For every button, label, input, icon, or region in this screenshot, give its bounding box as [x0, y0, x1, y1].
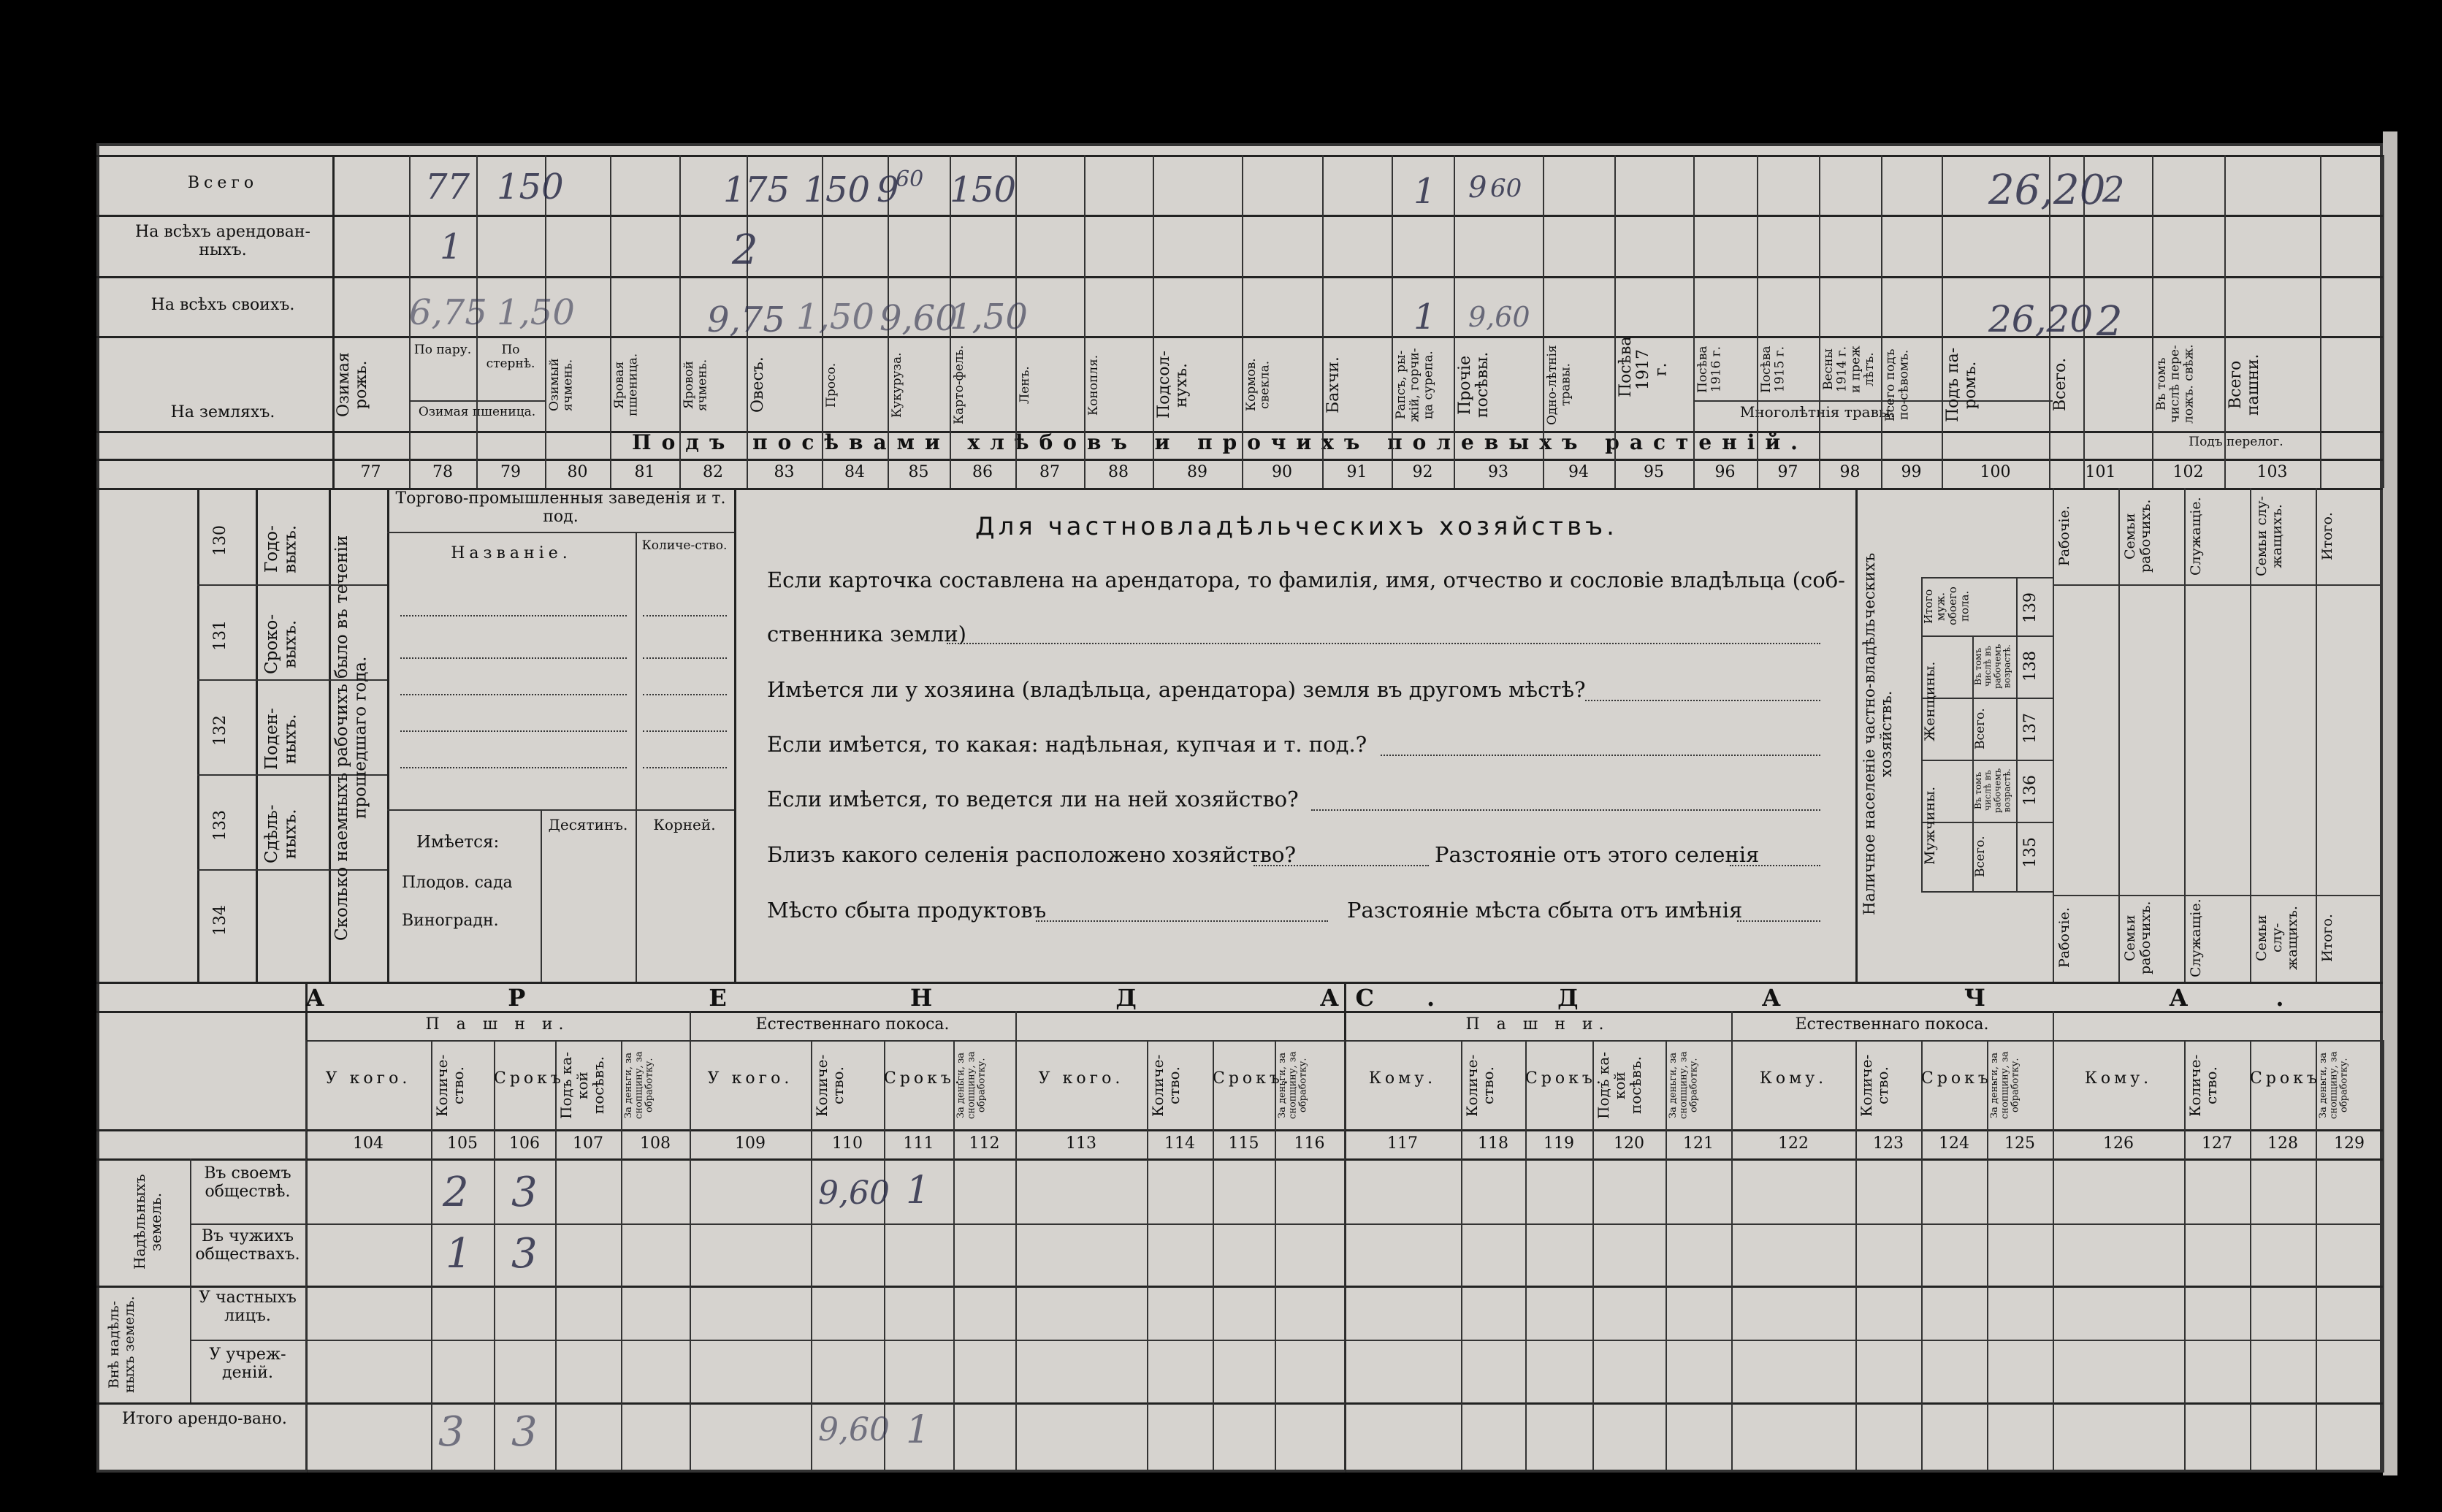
crop-col-96-label: Посѣва 1916 г.	[1695, 345, 1724, 394]
pop-col-139: 139	[2021, 592, 2040, 624]
trade-qty-header: Количе-ство.	[641, 538, 728, 553]
crop-col-97-label: Посѣва 1915 г.	[1759, 345, 1787, 394]
crop-col-87-label: Ленъ.	[1018, 366, 1032, 404]
crop-col-88-label: Конопля.	[1086, 354, 1101, 416]
sdacha-pashni: П а ш н и.	[1465, 1015, 1610, 1034]
lease-col-128-number: 128	[2267, 1134, 2298, 1153]
crop-col-95-label: Посѣва 1917 г.	[1617, 336, 1671, 397]
row-svoem: Въ своемъ обществѣ.	[204, 1164, 291, 1202]
hw-vsego-1: 1	[723, 169, 746, 210]
q-farming: Если имѣется, то ведется ли на ней хозяйство?	[767, 787, 1299, 812]
lease-col-105-number: 105	[447, 1134, 478, 1153]
q-land-type: Если имѣется, то какая: надѣльная, купчая и т. под.?	[767, 732, 1367, 757]
sdacha-pokosa: Естественнаго покоса.	[1795, 1015, 1989, 1034]
lease-col-114-label: Количе-ство.	[1149, 1054, 1183, 1117]
hw-vsego-par: 2	[2102, 169, 2125, 210]
lease-col-118-number: 118	[1478, 1134, 1508, 1153]
pop-col-136: 136	[2021, 775, 2040, 806]
lease-col-113-number: 113	[1066, 1134, 1096, 1153]
hw-vsego-50: 50	[825, 169, 871, 210]
hw-vsego-total: 26,20	[1988, 167, 2106, 214]
crop-col-83-label: Овесъ.	[749, 356, 767, 413]
crop-col-82-number: 82	[703, 463, 723, 481]
lease-col-105-label: Количе-ство.	[433, 1054, 467, 1117]
crop-col-83-number: 83	[774, 463, 795, 481]
korney-header: Корней.	[653, 816, 716, 833]
crop-col-88-number: 88	[1108, 463, 1129, 481]
lease-col-125-label: За деньги, за снопщину, за обработку.	[1989, 1051, 2021, 1120]
hw-vsego-77: 77	[425, 167, 470, 207]
lease-col-120-number: 120	[1614, 1134, 1644, 1153]
pop-col-138: 138	[2021, 651, 2040, 682]
lease-col-127-label: Количе-ство.	[2186, 1054, 2220, 1117]
lease-col-113-label: У кого.	[1038, 1069, 1124, 1088]
lease-col-104-label: У кого.	[325, 1069, 411, 1088]
crop-col-93-label: Прочіе посѣвы.	[1456, 351, 1492, 419]
lease-col-122-label: Кому.	[1759, 1069, 1828, 1088]
row-vsego: Всего	[187, 174, 259, 192]
pop-col-137: 137	[2021, 713, 2040, 744]
workers-type-0: Годо-выхъ.	[262, 524, 300, 574]
hw-svoih-bahchi: 1	[1413, 297, 1436, 337]
crop-col-92-number: 92	[1412, 463, 1433, 481]
crop-col-81-number: 81	[634, 463, 655, 481]
row-chuzhih: Въ чужихъ обществахъ.	[195, 1227, 300, 1264]
crops-band-title: Подъ посѣвами хлѣбовъ и прочихъ полевыхъ растеній.	[632, 430, 1808, 454]
lease-col-111-number: 111	[903, 1134, 934, 1153]
crop-col-92-label: Рапсъ, ры-жій, горчи-ца сурепа.	[1394, 348, 1436, 422]
row-uchrezhd: У учреж-деній.	[209, 1345, 286, 1383]
right-col-1-top: Семьи рабочихъ.	[2122, 499, 2153, 573]
hw-itogo-qty: 3	[438, 1408, 465, 1456]
lease-col-124-label: Срокъ.	[1921, 1069, 2001, 1088]
right-col-3-top: Семьи слу-жащихъ.	[2254, 496, 2285, 576]
hw-svoih-150: 1,50	[497, 292, 575, 333]
lease-col-127-number: 127	[2202, 1134, 2232, 1153]
hw-svoih-960b: 9,60	[1468, 301, 1530, 333]
crop-col-81-label: Яровая пшеница.	[612, 353, 641, 417]
hw-svoih-675: 6,75	[409, 292, 487, 333]
crop-col-80-label: Озимый ячмень.	[547, 358, 576, 412]
hw-svoih-total: 26,20	[1988, 298, 2094, 340]
crop-col-79-label: По стернѣ.	[486, 343, 535, 371]
q-market: Мѣсто сбыта продуктовъ	[767, 898, 1047, 923]
crop-col-100-number: 100	[1980, 463, 2011, 481]
right-col-2-top: Служащіе.	[2188, 497, 2204, 576]
crop-col-94-label: Одно-лѣтнія травы.	[1545, 345, 1573, 425]
hw-row1-pokos: 9,60	[818, 1175, 890, 1212]
lease-col-109-label: У кого.	[707, 1069, 793, 1088]
crop-col-103-number: 103	[2256, 463, 2288, 481]
hw-vsego-60b: 60	[1490, 174, 1522, 203]
lease-col-110-number: 110	[832, 1134, 863, 1153]
crop-col-82-label: Яровой ячмень.	[682, 359, 710, 411]
crop-col-90-number: 90	[1272, 463, 1292, 481]
lease-col-108-number: 108	[640, 1134, 671, 1153]
arenda-title: А Р Е Н Д А.	[305, 984, 1523, 1012]
lease-col-116-number: 116	[1294, 1134, 1325, 1153]
hw-row2-term: 3	[511, 1230, 538, 1278]
hw-row1-srok: 1	[906, 1169, 931, 1213]
trade-name-header: Названіе.	[451, 544, 572, 562]
crop-col-103-label: Всего пашни.	[2227, 354, 2263, 416]
lease-col-129-label: За деньги, за снопщину, за обработку.	[2318, 1051, 2350, 1120]
crop-col-93-number: 93	[1488, 463, 1508, 481]
lease-col-117-label: Кому.	[1368, 1069, 1437, 1088]
workers-type-2: Поден-ныхъ.	[262, 708, 300, 771]
hw-vsego-bahchi: 1	[1413, 171, 1436, 212]
pop-col-135: 135	[2021, 837, 2040, 868]
hw-row1-qty: 2	[443, 1169, 469, 1216]
lease-col-124-number: 124	[1939, 1134, 1969, 1153]
row-chastnyh: У частныхъ лицъ.	[199, 1288, 297, 1326]
right-col-0-top: Рабочіе.	[2056, 505, 2072, 567]
crop-col-89-number: 89	[1187, 463, 1207, 481]
hw-vsego-1c: 1	[950, 169, 972, 210]
workers-col-130: 130	[211, 525, 229, 556]
lease-col-123-label: Количе-ство.	[1858, 1054, 1891, 1117]
row-arendovan: На всѣхъ арендован-ныхъ.	[135, 223, 310, 260]
workers-col-134: 134	[211, 905, 229, 936]
vinograd-label: Виноградн.	[402, 912, 499, 930]
lease-col-121-label: За деньги, за снопщину, за обработку.	[1668, 1051, 1700, 1120]
ozimaya-header: Озимая пшеница.	[418, 405, 536, 419]
hw-svoih-960: 9,60	[879, 298, 958, 339]
lease-col-126-label: Кому.	[2084, 1069, 2153, 1088]
lease-col-109-number: 109	[735, 1134, 766, 1153]
q-other-land: Имѣется ли у хозяина (владѣльца, арендатора) земля въ другомъ мѣстѣ?	[767, 677, 1586, 702]
crop-col-84-number: 84	[844, 463, 865, 481]
lease-col-111-label: Срокъ.	[884, 1069, 964, 1088]
crop-col-101-label: Всего.	[2051, 357, 2069, 411]
hw-arend-1: 1	[440, 226, 462, 267]
lease-col-107-label: Подъ ка-кой посѣвъ.	[557, 1051, 607, 1120]
hw-itogo-term: 3	[511, 1408, 538, 1456]
right-col-2-bot: Служащіе.	[2188, 898, 2204, 977]
right-col-1-bot: Семьи рабочихъ.	[2122, 901, 2153, 975]
hw-itogo-srok: 1	[906, 1408, 931, 1452]
pop-men: Мужчины.	[1922, 786, 1938, 865]
lease-col-128-label: Срокъ.	[2250, 1069, 2330, 1088]
population-caption: Наличное населеніе частно-владѣльческихъ хозяйствъ.	[1861, 552, 1896, 916]
arenda-pokosa: Естественнаго покоса.	[755, 1015, 950, 1034]
hw-row2-qty: 1	[446, 1230, 472, 1278]
lease-col-119-number: 119	[1544, 1134, 1574, 1153]
q-village-distance: Разстояніе отъ этого селенія	[1435, 842, 1760, 867]
sdacha-title: С Д А Ч А.	[1355, 984, 2372, 1012]
crop-col-91-label: Бахчи.	[1324, 356, 1343, 413]
q-owner-line1: Если карточка составлена на арендатора, то фамилія, имя, отчество и сословіе владѣльца (соб-	[767, 568, 1845, 592]
hw-vsego-50b: 50	[972, 169, 1017, 210]
crop-col-84-label: Просо.	[824, 362, 839, 408]
hw-itogo-pokos: 9,60	[818, 1411, 890, 1448]
mnogolet-header: Многолѣтнія травы.	[1739, 403, 1896, 421]
lease-col-112-number: 112	[969, 1134, 1000, 1153]
lease-col-121-number: 121	[1683, 1134, 1714, 1153]
lease-col-122-number: 122	[1778, 1134, 1809, 1153]
lease-col-115-number: 115	[1228, 1134, 1259, 1153]
lease-col-129-number: 129	[2334, 1134, 2365, 1153]
lease-col-115-label: Срокъ.	[1213, 1069, 1292, 1088]
crop-col-99-number: 99	[1901, 463, 1922, 481]
pop-women-vtom: Въ томъ числѣ въ рабочемъ возрастѣ.	[1973, 644, 2012, 690]
lease-col-110-label: Количе-ство.	[813, 1054, 847, 1117]
hw-vsego-rapes: 9	[1468, 171, 1487, 205]
lease-col-123-number: 123	[1873, 1134, 1904, 1153]
hw-svoih-150b: 1,50	[796, 297, 874, 337]
crop-col-98-number: 98	[1839, 463, 1861, 481]
crop-col-87-number: 87	[1039, 463, 1060, 481]
arenda-pashni: П а ш н и.	[425, 1015, 570, 1034]
crop-col-91-number: 91	[1346, 463, 1367, 481]
q-market-distance: Разстояніе мѣста сбыта отъ имѣнія	[1347, 898, 1743, 923]
lease-col-126-number: 126	[2103, 1134, 2134, 1153]
pop-women: Женщины.	[1922, 661, 1938, 741]
crop-col-77-number: 77	[360, 463, 381, 481]
imeetsya-label: Имѣется:	[416, 833, 500, 852]
crop-col-99-label: Всего подъ по-сѣвомъ.	[1883, 348, 1912, 421]
right-col-3-bot: Семьи слу-жащихъ.	[2254, 906, 2300, 970]
crop-col-89-label: Подсол-нухъ.	[1155, 351, 1191, 419]
crop-col-98-label: Весны 1914 г. и преж лѣтъ.	[1821, 345, 1877, 394]
crop-col-94-number: 94	[1568, 463, 1589, 481]
workers-type-3: Сдѣль-ныхъ.	[262, 804, 300, 864]
workers-col-133: 133	[211, 810, 229, 841]
hw-row1-term: 3	[511, 1169, 538, 1216]
pop-women-vsego: Всего.	[1973, 708, 1988, 749]
lease-col-106-number: 106	[509, 1134, 540, 1153]
crop-col-95-number: 95	[1644, 463, 1664, 481]
pop-men-vtom: Въ томъ числѣ въ рабочемъ возрастѣ.	[1973, 768, 2012, 814]
right-col-0-bot: Рабочіе.	[2056, 907, 2072, 969]
lease-col-106-label: Срокъ.	[494, 1069, 573, 1088]
right-col-4-bot: Итого.	[2319, 914, 2335, 962]
nadel-label: Надѣльныхъ земель.	[131, 1174, 164, 1270]
lease-col-125-number: 125	[2004, 1134, 2035, 1153]
lease-col-112-label: За деньги, за снопщину, за обработку.	[955, 1051, 988, 1120]
lease-col-116-label: За деньги, за снопщину, за обработку.	[1277, 1051, 1309, 1120]
hw-vsego-1b: 1	[804, 169, 826, 210]
crop-col-102-label: Въ томъ числѣ пере-ложъ. свѣж.	[2154, 344, 2197, 424]
hw-arend-2: 2	[732, 226, 758, 274]
crop-col-79-number: 79	[500, 463, 521, 481]
desyatin-header: Десятинъ.	[548, 816, 628, 833]
pop-itogo: Итого муж. обоего пола.	[1922, 587, 1972, 626]
workers-col-131: 131	[211, 620, 229, 651]
workers-caption: Сколько наемныхъ рабочихъ было въ теченіи прошедшаго года.	[332, 535, 370, 941]
crop-col-96-number: 96	[1714, 463, 1736, 481]
workers-col-132: 132	[211, 715, 229, 746]
row-na-zemlyah: На земляхъ.	[170, 403, 275, 421]
crop-col-78-label: По пару.	[413, 343, 472, 357]
row-svoih: На всѣхъ своихъ.	[150, 296, 295, 314]
vne-label: Внѣ надѣль-ныхъ земель.	[106, 1296, 137, 1394]
lease-col-114-number: 114	[1164, 1134, 1195, 1153]
crop-col-78-number: 78	[432, 463, 453, 481]
hw-svoih-150c: 1,50	[950, 297, 1028, 337]
right-col-4-top: Итого.	[2319, 512, 2335, 560]
private-farms-title: Для частновладѣльческихъ хозяйствъ.	[975, 512, 1618, 541]
hw-svoih-par: 2	[2096, 298, 2123, 345]
hw-vsego-75: 75	[745, 169, 790, 210]
crop-col-101-number: 101	[2085, 463, 2116, 481]
pop-men-vsego: Всего.	[1973, 836, 1988, 877]
crop-col-90-label: Кормов. свекла.	[1244, 358, 1272, 412]
hw-vsego-60: 60	[896, 167, 924, 192]
row-itogo: Итого арендо-вано.	[122, 1410, 287, 1428]
hw-vsego-150: 150	[497, 167, 564, 207]
workers-type-1: Сроко-выхъ.	[262, 614, 300, 675]
crop-col-86-label: Карто-фель.	[952, 345, 966, 425]
crop-col-85-number: 85	[908, 463, 929, 481]
lease-col-118-label: Количе-ство.	[1463, 1054, 1497, 1117]
lease-col-107-number: 107	[573, 1134, 603, 1153]
crop-col-100-label: Подъ па-ромъ.	[1944, 347, 1980, 423]
lease-col-119-label: Срокъ.	[1525, 1069, 1605, 1088]
perelog-header: Подъ перелог.	[2189, 435, 2283, 449]
hw-vsego-9: 9	[877, 169, 899, 210]
q-village: Близъ какого селенія расположено хозяйство?	[767, 842, 1297, 867]
crop-col-85-label: Кукуруза.	[890, 352, 904, 418]
sad-label: Плодов. сада	[402, 874, 513, 892]
crop-col-80-number: 80	[567, 463, 588, 481]
lease-col-104-number: 104	[353, 1134, 384, 1153]
lease-col-117-number: 117	[1387, 1134, 1418, 1153]
lease-col-120-label: Подъ ка-кой посѣвъ.	[1595, 1051, 1644, 1120]
q-owner-line2: ственника земли)	[767, 622, 966, 646]
crop-col-102-number: 102	[2172, 463, 2204, 481]
lease-col-108-label: За деньги, за снопщину, за обработку.	[623, 1051, 655, 1120]
crop-col-97-number: 97	[1777, 463, 1798, 481]
card-edge	[2383, 131, 2397, 1475]
crop-col-77-label: Озимая рожь.	[335, 352, 371, 418]
crop-col-86-number: 86	[972, 463, 993, 481]
hw-svoih-975: 9,75	[707, 299, 785, 340]
trade-title: Торгово-промышленныя заведенія и т. под.	[395, 489, 726, 527]
